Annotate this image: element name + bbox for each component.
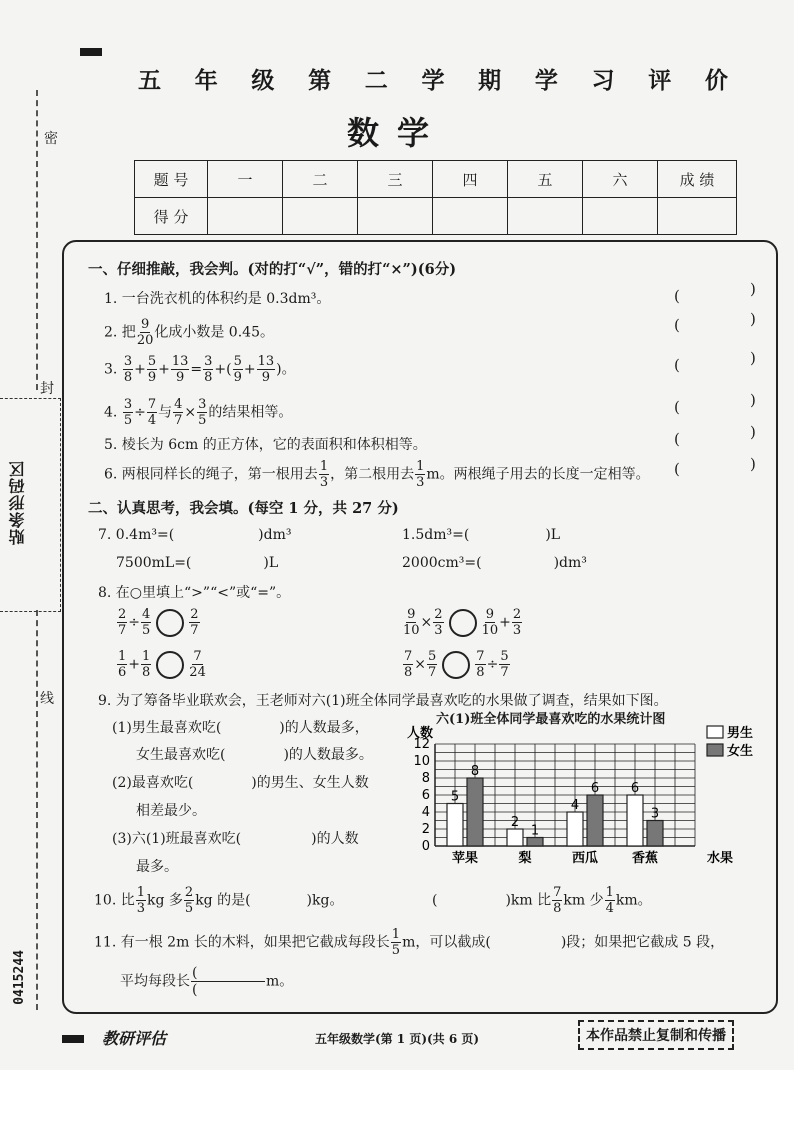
page-bottom [0, 1070, 794, 1123]
x-tick-label: 苹果 [451, 851, 479, 866]
section2-title: 二、认真思考，我会填。(每空 1 分，共 27 分) [88, 500, 399, 517]
q8-text: 8. 在○里填上“>”“<”或“=”。 [98, 585, 291, 601]
score-cell[interactable] [433, 198, 508, 235]
answer-paren-close: ) [750, 423, 756, 441]
bar-girls [527, 838, 543, 847]
bar-value-label: 5 [450, 789, 460, 805]
bar-value-label: 6 [590, 781, 600, 796]
table-header-cell: 成 绩 [658, 161, 737, 198]
q7-d: 2000cm³=( )dm³ [402, 555, 587, 571]
y-tick-label: 0 [421, 839, 430, 854]
table-header-cell: 四 [433, 161, 508, 198]
table-header-cell: 一 [208, 161, 283, 198]
table-header-cell: 三 [358, 161, 433, 198]
q11-b: 平均每段长 $\frac{(}{(}$ m。 [120, 965, 294, 998]
legend-swatch [707, 726, 723, 738]
x-axis-label: 水果 [707, 851, 734, 866]
legend-label: 女生 [727, 744, 754, 759]
answer-paren-close: ) [750, 280, 756, 298]
margin-mi: 密 [44, 131, 58, 147]
bar-girls [647, 821, 663, 847]
y-tick-label: 10 [413, 754, 430, 769]
bar-boys [567, 812, 583, 846]
q8-b: $\frac{9}{10}$ × $\frac{2}{3}$ $\frac{9}{10}$ + $\frac{2}{3}$ [403, 607, 522, 638]
answer-paren-close: ) [750, 310, 756, 328]
q1-text: 1. 一台洗衣机的体积约是 0.3dm³。 [104, 291, 331, 307]
score-cell[interactable] [283, 198, 358, 235]
bar-boys [447, 804, 463, 847]
title-char: 五 [138, 67, 161, 94]
table-header-cell: 五 [508, 161, 583, 198]
bar-value-label: 4 [570, 798, 580, 813]
y-tick-label: 2 [421, 822, 430, 837]
bar-value-label: 1 [530, 823, 540, 839]
margin-feng: 封 [40, 381, 54, 397]
bar-girls [587, 795, 603, 846]
title-char: 评 [648, 67, 672, 94]
q8-d: $\frac{7}{8}$ × $\frac{5}{7}$ $\frac{7}{8}$ ÷ $\frac{5}{7}$ [404, 649, 509, 680]
score-cell[interactable] [208, 198, 283, 235]
score-cell[interactable] [508, 198, 583, 235]
answer-paren-open: ( [674, 430, 680, 448]
footer-copyright: 本作品禁止复制和传播 [578, 1020, 734, 1050]
q3-text: 3. $\frac{3}{8}$ + $\frac{5}{9}$ + $\frac{13}{9}$ = $\frac{3}{8}$ +( $\frac{5}{9}$ + $\frac{13}{9}$ )。 [104, 354, 296, 385]
title-char: 习 [591, 67, 615, 94]
y-tick-label: 4 [421, 805, 430, 820]
x-tick-label: 香蕉 [631, 851, 659, 866]
footer-page-info: 五年级数学(第 1 页)(共 6 页) [314, 1032, 480, 1046]
answer-paren-close: ) [750, 349, 756, 367]
y-axis-label: 人数 [407, 726, 434, 741]
q8-a: $\frac{2}{7}$ ÷ $\frac{4}{5}$ $\frac{2}{7}$ [118, 607, 199, 638]
answer-paren-open: ( [674, 460, 680, 478]
q7-c: 7500mL=( )L [116, 555, 279, 571]
answer-paren-open: ( [674, 356, 680, 374]
title-char: 学 [534, 67, 558, 94]
q6-text: 6. 两根同样长的绳子，第一根用去 $\frac{1}{3}$ ，第二根用去 $\frac{1}{3}$ m。两根绳子用去的长度一定相等。 [104, 459, 650, 490]
compare-circle[interactable] [156, 651, 184, 679]
compare-circle[interactable] [156, 609, 184, 637]
score-cell[interactable] [658, 198, 737, 235]
fruit-bar-chart [395, 720, 775, 870]
table-header-cell: 二 [283, 161, 358, 198]
corner-mark-top [80, 48, 102, 56]
q7-a: 7. 0.4m³=( )dm³ [98, 527, 292, 543]
table-header-cell: 六 [583, 161, 658, 198]
bar-value-label: 8 [470, 764, 480, 779]
subject-title: 数学 [346, 114, 447, 152]
bar-boys [507, 829, 523, 846]
q9-1b: 女生最喜欢吃( )的人数最多。 [136, 747, 373, 763]
answer-paren-close: ) [750, 455, 756, 473]
q10-a: 10. 比 $\frac{1}{3}$ kg 多 $\frac{2}{5}$ kg 的是( )kg。 [94, 885, 344, 916]
compare-circle[interactable] [442, 651, 470, 679]
section1-title: 一、仔细推敲，我会判。(对的打“√”，错的打“×”)(6分) [88, 261, 457, 278]
score-table [134, 160, 737, 235]
chart-title: 六(1)班全体同学最喜欢吃的水果统计图 [436, 712, 666, 727]
title-char: 价 [704, 67, 728, 94]
answer-paren-open: ( [674, 287, 680, 305]
title-char: 第 [308, 67, 332, 94]
y-tick-label: 8 [421, 771, 430, 786]
document-number: 0415244 [12, 950, 27, 1005]
y-tick-label: 12 [413, 737, 430, 752]
q4-text: 4. $\frac{3}{5}$ ÷ $\frac{7}{4}$ 与 $\frac{4}{7}$ × $\frac{3}{5}$ 的结果相等。 [104, 397, 293, 428]
table-row-label: 得 分 [135, 198, 208, 235]
x-tick-label: 西瓜 [571, 851, 599, 866]
table-header-cell: 题 号 [135, 161, 208, 198]
legend-label: 男生 [727, 726, 754, 741]
q9-2a: (2)最喜欢吃( )的男生、女生人数 [112, 775, 369, 791]
title-char: 学 [421, 67, 445, 94]
title-char: 期 [478, 67, 502, 94]
legend-swatch [707, 744, 723, 756]
q2-text: 2. 把 $\frac{9}{20}$ 化成小数是 0.45。 [104, 317, 274, 348]
q8-c: $\frac{1}{6}$ + $\frac{1}{8}$ $\frac{7}{24}$ [118, 649, 206, 680]
q5-text: 5. 棱长为 6cm 的正方体，它的表面积和体积相等。 [104, 437, 427, 453]
bar-value-label: 6 [630, 781, 640, 796]
score-cell[interactable] [358, 198, 433, 235]
score-cell[interactable] [583, 198, 658, 235]
bar-boys [627, 795, 643, 846]
title-char: 二 [364, 67, 388, 94]
compare-circle[interactable] [449, 609, 477, 637]
footer-publisher: 教研评估 [102, 1029, 167, 1048]
q9-3c: 最多。 [136, 859, 178, 875]
q10-b: ( )km 比 $\frac{7}{8}$ km 少 $\frac{1}{4}$ km。 [432, 885, 652, 916]
bar-value-label: 3 [650, 806, 660, 822]
q9-1a: (1)男生最喜欢吃( )的人数最多， [112, 720, 369, 736]
exam-title [138, 62, 728, 95]
answer-paren-open: ( [674, 398, 680, 416]
binding-line-bottom [36, 610, 38, 1010]
x-tick-label: 梨 [518, 851, 532, 866]
q11-a: 11. 有一根 2m 长的木料，如果把它截成每段长 $\frac{1}{5}$ m，可以截成( )段；如果把它截成 5 段， [94, 927, 725, 958]
bar-girls [467, 778, 483, 846]
y-tick-label: 6 [421, 788, 430, 803]
q9-2c: 相差最少。 [136, 803, 206, 819]
q7-b: 1.5dm³=( )L [402, 527, 561, 543]
q9-3a: (3)六(1)班最喜欢吃( )的人数 [112, 831, 359, 847]
bar-value-label: 2 [510, 815, 520, 830]
title-char: 级 [251, 67, 275, 94]
barcode-label: 贴条形码区 [8, 460, 27, 545]
answer-paren-open: ( [674, 316, 680, 334]
q9-text: 9. 为了筹备毕业联欢会，王老师对六(1)班全体同学最喜欢吃的水果做了调查，结果如下图。 [98, 693, 668, 709]
title-char: 年 [194, 67, 218, 94]
answer-paren-close: ) [750, 391, 756, 409]
fraction: $\frac{9}{20}$ [136, 317, 154, 348]
margin-xian: 线 [40, 691, 54, 707]
